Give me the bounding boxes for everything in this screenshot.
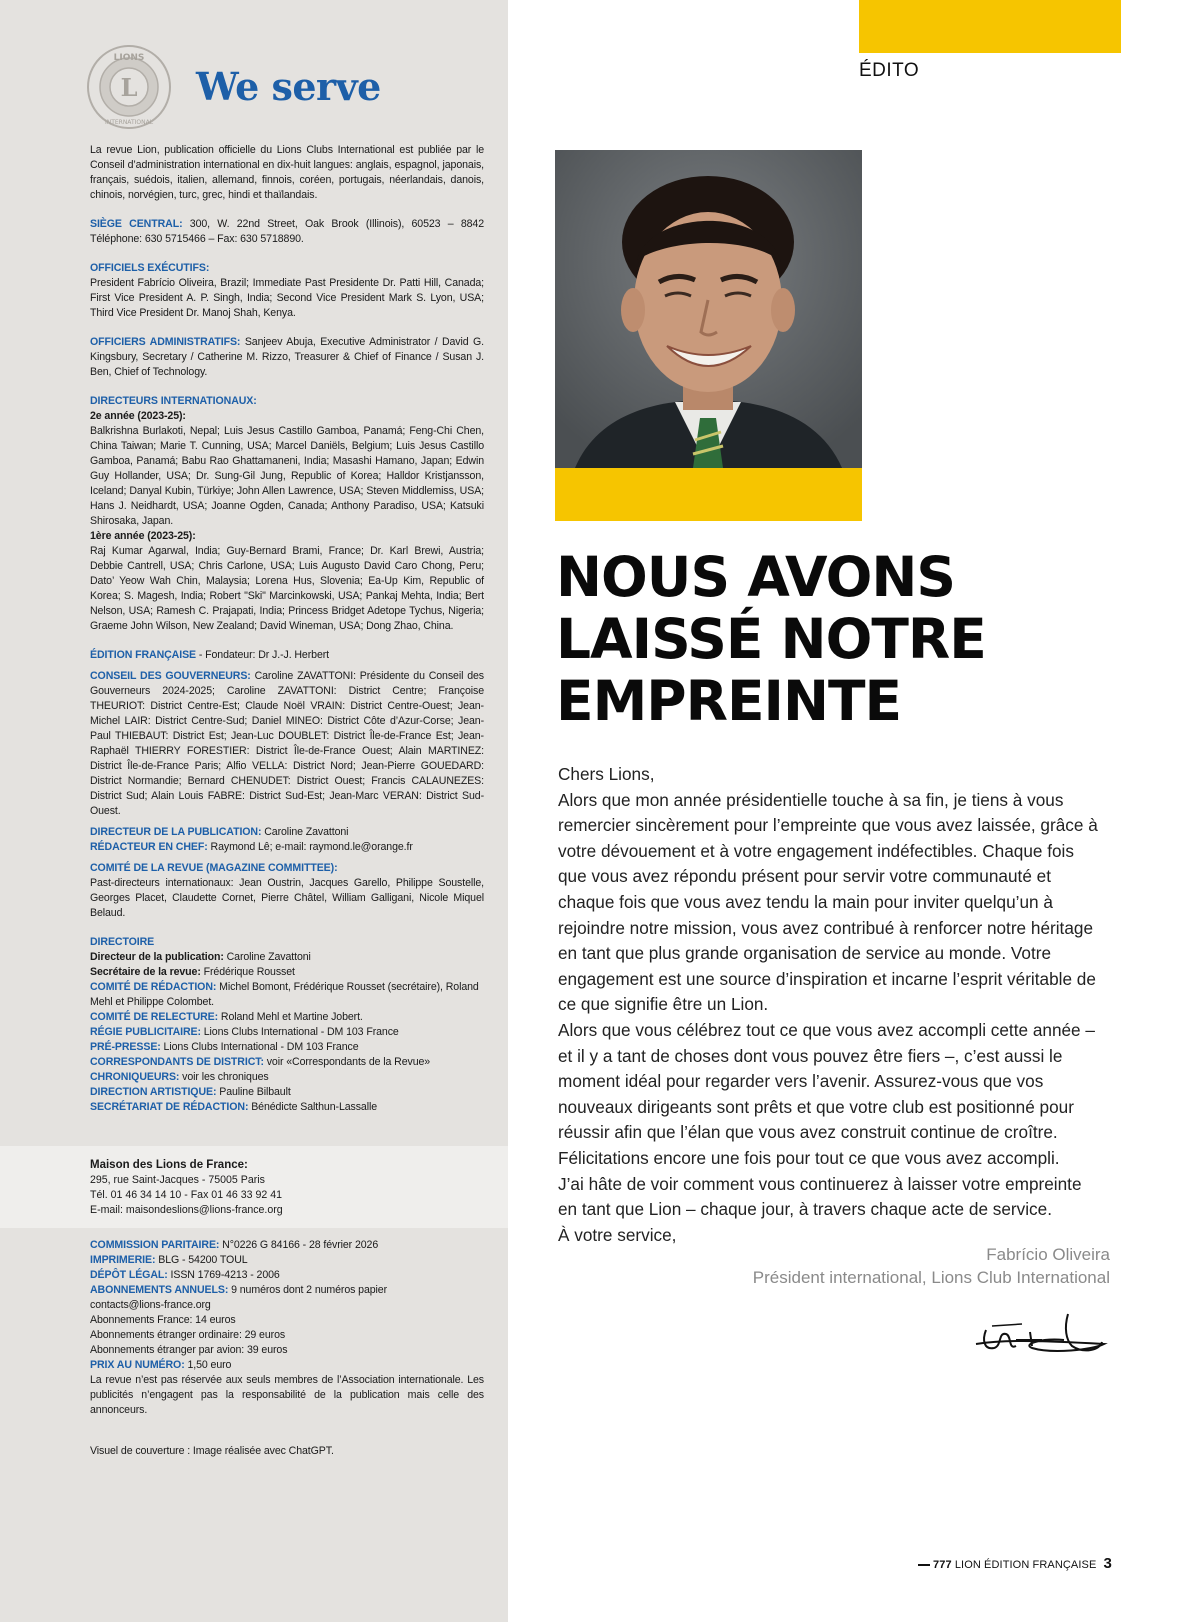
credit-label: Directeur de la publication:	[90, 951, 224, 963]
footer-dash	[918, 1564, 930, 1566]
handwritten-signature-icon	[972, 1310, 1108, 1358]
publication-block: DIRECTEUR DE LA PUBLICATION: Caroline Zavattoni RÉDACTEUR EN CHEF: Raymond Lê; e-mail: raymond.le@orange.fr	[90, 826, 413, 853]
credit-label: IMPRIMERIE:	[90, 1254, 156, 1266]
abonnement-line: Abonnements étranger ordinaire: 29 euros	[90, 1329, 286, 1341]
credit-value: N°0226 G 84166 - 28 février 2026	[219, 1239, 379, 1251]
letter-paragraph: Félicitations encore une fois pour tout ce que vous avez accompli.	[558, 1147, 1060, 1168]
headline-line: LAISSÉ NOTRE	[556, 607, 986, 671]
credit-row	[90, 1283, 484, 1298]
credit-label: ABONNEMENTS ANNUELS:	[90, 1284, 229, 1296]
credit-row	[90, 1100, 484, 1115]
signature-block	[753, 1243, 1110, 1289]
credit-value: Lions Clubs International - DM 103 France	[160, 1041, 359, 1053]
credit-value: Pauline Bilbault	[216, 1086, 291, 1098]
maison-title: Maison des Lions de France:	[90, 1159, 248, 1171]
signature-title: Président international, Lions Club International	[752, 1268, 1110, 1287]
edito-letter	[558, 762, 1098, 1248]
logo-top-text: LIONS	[113, 53, 145, 63]
masthead-column	[0, 0, 508, 1622]
credit-label: DÉPÔT LÉGAL:	[90, 1269, 168, 1281]
officiels-block: OFFICIELS EXÉCUTIFS: President Fabrício Oliveira, Brazil; Immediate Past Presidente Dr. Patti Hill, Canada; First Vice President A. P. Singh, India; Second Vice President Mark S. Lyon, USA; Third Vice President Dr. Manoj Shah, Kenya.	[90, 262, 484, 319]
credit-row	[90, 1238, 484, 1253]
credit-label: Secrétaire de la revue:	[90, 966, 201, 978]
credit-row	[90, 965, 484, 980]
credit-label: RÉGIE PUBLICITAIRE:	[90, 1026, 201, 1038]
credit-row	[90, 980, 484, 1010]
credit-row	[90, 950, 484, 965]
credit-value: Caroline Zavattoni	[223, 951, 311, 963]
accent-bar	[859, 0, 1121, 53]
legal-block	[90, 1238, 484, 1459]
letter-paragraph: À votre service,	[558, 1224, 677, 1245]
credit-row	[90, 1025, 484, 1040]
page-footer	[918, 1555, 1112, 1572]
credit-value: Frédérique Rousset	[200, 966, 295, 978]
credit-value: Michel Bomont, Frédérique Rousset (secrétaire), Roland Mehl et Philippe Colombet.	[90, 981, 479, 1008]
officiers-block: OFFICIERS ADMINISTRATIFS: Sanjeev Abuja, Executive Administrator / David G. Kingsbury, Secretary / Catherine M. Rizzo, Treasurer & Chief of Finance / Susan J. Ben, Chief of Technology.	[90, 336, 484, 378]
disclaimer: La revue n’est pas réservée aux seuls membres de l’Association internationale. Les publicités n’engagent pas la responsabilité de la publication mais celle des annonceurs.	[90, 1374, 484, 1416]
portrait-photo-icon	[555, 150, 862, 468]
credit-row	[90, 1268, 484, 1283]
credit-label: DIRECTION ARTISTIQUE:	[90, 1086, 217, 1098]
credit-label: SECRÉTARIAT DE RÉDACTION:	[90, 1101, 249, 1113]
headline-line: EMPREINTE	[556, 669, 902, 733]
credit-value: BLG - 54200 TOUL	[155, 1254, 248, 1266]
credit-row	[90, 1253, 484, 1268]
letter-paragraph: J’ai hâte de voir comment vous continuerez à laisser votre empreinte en tant que Lion – chaque jour, à travers chaque acte de service.	[558, 1173, 1082, 1220]
credit-label: COMMISSION PARITAIRE:	[90, 1239, 220, 1251]
logo-bottom-text: INTERNATIONAL	[104, 119, 154, 126]
siege-block: SIÈGE CENTRAL: 300, W. 22nd Street, Oak Brook (Illinois), 60523 – 8842 Téléphone: 630 5715466 – Fax: 630 5718890.	[90, 218, 485, 245]
tagline: We serve	[196, 64, 381, 109]
headline	[556, 546, 1056, 732]
directoire-block: DIRECTOIRE Directeur de la publication: Caroline Zavattoni Secrétaire de la revue: Frédérique Rousset COMITÉ DE RÉDACTION: Michel Bomont, Frédérique Rousset (secrétaire), Roland Mehl et Philippe Colombet. COMITÉ DE RELECTURE: Roland Mehl et Martine Jobert. RÉGIE PUBLICITAIRE: Lions Clubs International - DM 103 France PRÉ-PRESSE: Lions Clubs International - DM 103 France CORRESPONDANTS DE DISTRICT: voir «Correspondants de la Revue» CHRONIQUEURS: voir les chroniques DIRECTION ARTISTIQUE: Pauline Bilbault SECRÉTARIAT DE RÉDACTION: Bénédicte Salthun-Lassalle	[90, 935, 484, 1115]
credit-label: CORRESPONDANTS DE DISTRICT:	[90, 1056, 264, 1068]
maison-line: E-mail: maisondeslions@lions-france.org	[90, 1204, 283, 1216]
credit-label: PRÉ-PRESSE:	[90, 1041, 161, 1053]
credit-row	[90, 1070, 484, 1085]
maison-line: 295, rue Saint-Jacques - 75005 Paris	[90, 1174, 265, 1186]
credit-label: COMITÉ DE RELECTURE:	[90, 1011, 219, 1023]
publication-name: LION ÉDITION FRANÇAISE	[954, 1559, 1097, 1571]
credit-value: ISSN 1769-4213 - 2006	[167, 1269, 280, 1281]
credit-row	[90, 1010, 484, 1025]
credit-row	[90, 1085, 484, 1100]
logo-letter: L	[120, 73, 138, 102]
abonnement-line: contacts@lions-france.org	[90, 1299, 211, 1311]
credit-label: CHRONIQUEURS:	[90, 1071, 180, 1083]
comite-block: COMITÉ DE LA REVUE (MAGAZINE COMMITTEE): Past-directeurs internationaux: Jean Oustrin, Jacques Garello, Philippe Soustelle, Georges Placet, Claudette Cornet, Pierre Châtel, William Galligani, Nicole Miquel Belaud.	[90, 862, 484, 919]
cover-credit: Visuel de couverture : Image réalisée avec ChatGPT.	[90, 1445, 334, 1457]
abonnement-line: Abonnements étranger par avion: 39 euros	[90, 1344, 288, 1356]
credit-label: COMITÉ DE RÉDACTION:	[90, 981, 217, 993]
president-portrait	[555, 150, 862, 468]
credit-row	[90, 1055, 484, 1070]
page-number: 3	[1103, 1555, 1112, 1572]
letter-paragraph: Alors que vous célébrez tout ce que vous avez accompli cette année – et il y a tant de choses dont vous pouvez être fiers –, c’est aussi le moment idéal pour regarder vers l’avenir. Assurez-vous que vos nouveaux dirigeants sont prêts et que votre club est positionné pour réussir afin que l’élan que vous avez construit continue de croître.	[558, 1019, 1095, 1143]
maison-block	[0, 1146, 508, 1228]
credit-value: Bénédicte Salthun-Lassalle	[248, 1101, 378, 1113]
directeurs-block: DIRECTEURS INTERNATIONAUX: 2e année (2023-25): Balkrishna Burlakoti, Nepal; Luis Jesus Castillo Gamboa, Panamá; Feng-Chi Chen, China Taiwan; Marie T. Cunning, USA; Marcel Daniëls, Belgium; Luis Jesus Castillo Gamboa, Panamá; Babu Rao Ghattamaneni, India; Masashi Hamano, Japan; Edwin Guy Hollander, USA; Dr. Sung-Gil Jung, Republic of Korea; Halldor Kristjansson, Iceland; Danyal Kubin, Türkiye; John Allen Lawrence, USA; Steven Middlemiss, USA; Hans J. Neidhardt, USA; Joanne Ogden, Canada; Anthony Paradiso, USA; Katsuki Shirosaka, Japan. 1ère année (2023-25): Raj Kumar Agarwal, India; Guy-Bernard Brami, France; Dr. Karl Brewi, Austria; Debbie Cantrell, USA; Chris Carlone, USA; Luis Augusto David Caro Chong, Peru; Dato’ Yeow Wah Chin, Malaysia; Lorena Hus, Slovenia; Ea-Up Kim, Republic of Korea; S. Magesh, India; Robert "Ski" Marcinkowski, USA; Pankaj Mehta, India; Bert Nelson, USA; Ramesh C. Prajapati, India; Princess Bridget Adetope Tychus, Nigeria; Graeme John Wilson, New Zealand; David Wineman, USA; Dong Zhao, China.	[90, 395, 484, 632]
intro-text: La revue Lion, publication officielle du Lions Clubs International est publiée par le Conseil d’administration international en dix-huit langues: anglais, espagnol, japonais, français, suédois, italien, allemand, finnois, coréen, portugais, néerlandais, danois, chinois, norvégien, turc, grec, hindi et thaïlandais.	[90, 144, 484, 201]
maison-line: Tél. 01 46 34 14 10 - Fax 01 46 33 92 41	[90, 1189, 283, 1201]
headline-line: NOUS AVONS	[556, 545, 956, 609]
section-label: ÉDITO	[859, 60, 920, 81]
letter-paragraph: Alors que mon année présidentielle touche à sa fin, je tiens à vous remercier sincèrement pour l’empreinte que vous avez laissée, grâce à votre dévouement et à votre engagement indéfectibles. Chaque fois que vous avez répondu présent pour servir votre communauté et chaque fois que vous avez tendu la main pour inviter quelqu’un à rejoindre notre mission, vous avez contribué à renforcer notre héritage en tant que plus grande organisation de service au monde. Votre engagement est une source d’inspiration et incarne l’esprit véritable de ce que signifie être un Lion.	[558, 789, 1098, 1015]
directoire-list	[90, 950, 484, 1115]
credit-value: voir «Correspondants de la Revue»	[263, 1056, 431, 1068]
issue-number: 777	[933, 1559, 952, 1571]
conseil-block: CONSEIL DES GOUVERNEURS: Caroline ZAVATTONI: Présidente du Conseil des Gouverneurs 2024-2025; Caroline ZAVATTONI: District Centre; Françoise THEURIOT: District Centre-Est; Claude Noël VRAIN: District Centre-Ouest; Jean-Michel LAIR: District Centre-Sud; Daniel MINEO: District Côte d’Azur-Corse; Jean-Paul THIEBAUT: District Est; Jean-Luc DOUBLET: District Île-de-France Est; Jean-Raphaël THIERRY FORESTIER: District Île-de-France Ouest; Alain MARTINEZ: District Île-de-France Paris; Alfio VELLA: District Nord; Jean-Pierre GOUEDARD: District Normandie; Bernard CHENUDET: District Ouest; Francis CALAUNEZES: District Sud; Alain Louis FABRE: District Sud-Est; Jean-Marc VERAN: District Sud-Ouest.	[90, 670, 484, 817]
credit-value: voir les chroniques	[179, 1071, 269, 1083]
abonnement-line: Abonnements France: 14 euros	[90, 1314, 236, 1326]
edition-block: ÉDITION FRANÇAISE - Fondateur: Dr J.-J. Herbert	[90, 649, 330, 661]
credit-value: Roland Mehl et Martine Jobert.	[218, 1011, 363, 1023]
credit-value: 9 numéros dont 2 numéros papier	[228, 1284, 388, 1296]
credit-value: Lions Clubs International - DM 103 France	[200, 1026, 399, 1038]
masthead-credits	[90, 143, 484, 1129]
letter-paragraph: Chers Lions,	[558, 764, 655, 784]
signature-name: Fabrício Oliveira	[986, 1245, 1110, 1264]
prix-line: PRIX AU NUMÉRO: 1,50 euro	[90, 1359, 232, 1371]
credit-row	[90, 1040, 484, 1055]
legal-list	[90, 1238, 484, 1298]
lions-emblem-icon	[86, 44, 172, 130]
